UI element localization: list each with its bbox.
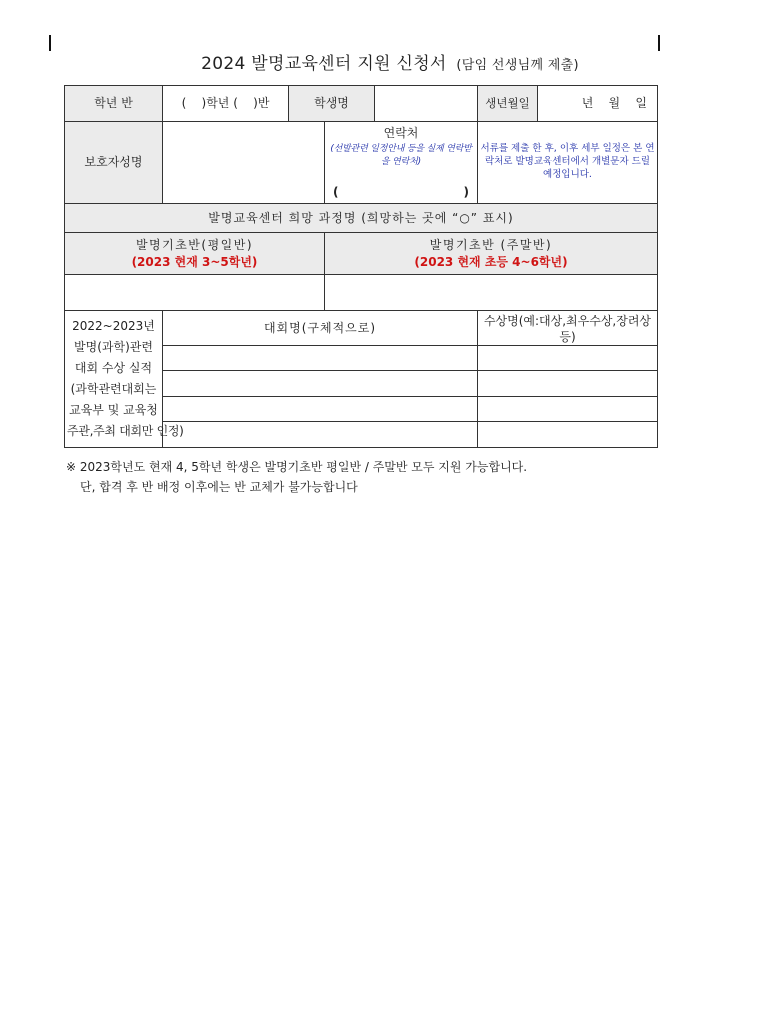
course-weekday-target: (2023 현재 3~5학년) bbox=[131, 254, 258, 269]
contact-notice: 서류를 제출 한 후, 이후 세부 일정은 본 연락처로 발명교육센터에서 개별문자 드릴 예정입니다. bbox=[478, 122, 658, 204]
awards-label-line: 주관,주최 대회만 인정) bbox=[67, 424, 184, 439]
award-name-field[interactable] bbox=[478, 346, 658, 371]
guardian-name-field[interactable] bbox=[163, 122, 325, 204]
row-student-info bbox=[65, 86, 658, 122]
course-weekday-name: 발명기초반(평일반) bbox=[135, 238, 254, 253]
award-name-field[interactable] bbox=[478, 397, 658, 422]
course-header: 발명교육센터 희망 과정명 (희망하는 곳에 “○” 표시) bbox=[65, 204, 658, 233]
guardian-name-label: 보호자성명 bbox=[65, 122, 163, 204]
contact-number-input[interactable] bbox=[333, 184, 469, 200]
footnote bbox=[66, 458, 527, 498]
contact-note: (선발관련 일정안내 등을 실제 연락받을 연락처) bbox=[330, 144, 472, 168]
paren-close: ) bbox=[463, 184, 469, 199]
awards-label-line: (과학관련대회는 bbox=[70, 382, 157, 397]
paren-open: ( bbox=[333, 184, 339, 199]
course-weekend-target: (2023 현재 초등 4~6학년) bbox=[414, 254, 568, 269]
course-weekday-select[interactable] bbox=[65, 275, 325, 311]
row-course-header bbox=[65, 204, 658, 233]
form-title-sub: (담임 선생님께 제출) bbox=[456, 58, 579, 73]
contact-label: 연락처 bbox=[383, 126, 419, 140]
footnote-line: ※ 2023학년도 현재 4, 5학년 학생은 발명기초반 평일반 / 주말반 모두 지원 가능합니다. bbox=[66, 460, 528, 474]
grade-class-label: 학년 반 bbox=[65, 86, 163, 122]
awards-label-line: 2022~2023년 bbox=[72, 319, 155, 334]
form-title bbox=[0, 49, 780, 74]
contest-name-field[interactable] bbox=[163, 422, 478, 448]
form-title-main: 2024 발명교육센터 지원 신청서 bbox=[201, 54, 447, 74]
course-weekend-header bbox=[325, 233, 658, 275]
contest-name-field[interactable] bbox=[163, 371, 478, 397]
footnote-line: 단, 합격 후 반 배정 이후에는 반 교체가 불가능합니다 bbox=[80, 479, 358, 494]
awards-label-line: 대회 수상 실적 bbox=[74, 361, 153, 376]
awards-side-label bbox=[65, 311, 184, 448]
grade-class-field[interactable]: ( )학년 ( )반 bbox=[163, 86, 289, 122]
contest-name-field[interactable] bbox=[163, 397, 478, 422]
row-course-selection bbox=[65, 275, 658, 311]
student-name-field[interactable] bbox=[375, 86, 478, 122]
course-weekend-select[interactable] bbox=[325, 275, 658, 311]
award-name-field[interactable] bbox=[478, 371, 658, 397]
row-course-options bbox=[65, 233, 658, 275]
birth-date-label: 생년월일 bbox=[478, 86, 538, 122]
student-name-label: 학생명 bbox=[289, 86, 375, 122]
contest-name-field[interactable] bbox=[163, 346, 478, 371]
application-form-table bbox=[64, 85, 658, 448]
course-weekend-name: 발명기초반 (주말반) bbox=[429, 238, 553, 253]
row-guardian-info bbox=[65, 122, 658, 204]
award-name-field[interactable] bbox=[478, 422, 658, 448]
row-awards-header bbox=[65, 311, 658, 346]
contact-field[interactable] bbox=[325, 122, 478, 204]
awards-label-line: 교육부 및 교육청 bbox=[69, 403, 158, 418]
course-weekday-header bbox=[65, 233, 325, 275]
birth-date-field[interactable]: 년 월 일 bbox=[538, 86, 658, 122]
awards-label-line: 발명(과학)관련 bbox=[74, 340, 153, 355]
contest-name-header: 대회명(구체적으로) bbox=[163, 311, 478, 346]
award-name-header: 수상명(예:대상,최우수상,장려상등) bbox=[478, 311, 658, 346]
